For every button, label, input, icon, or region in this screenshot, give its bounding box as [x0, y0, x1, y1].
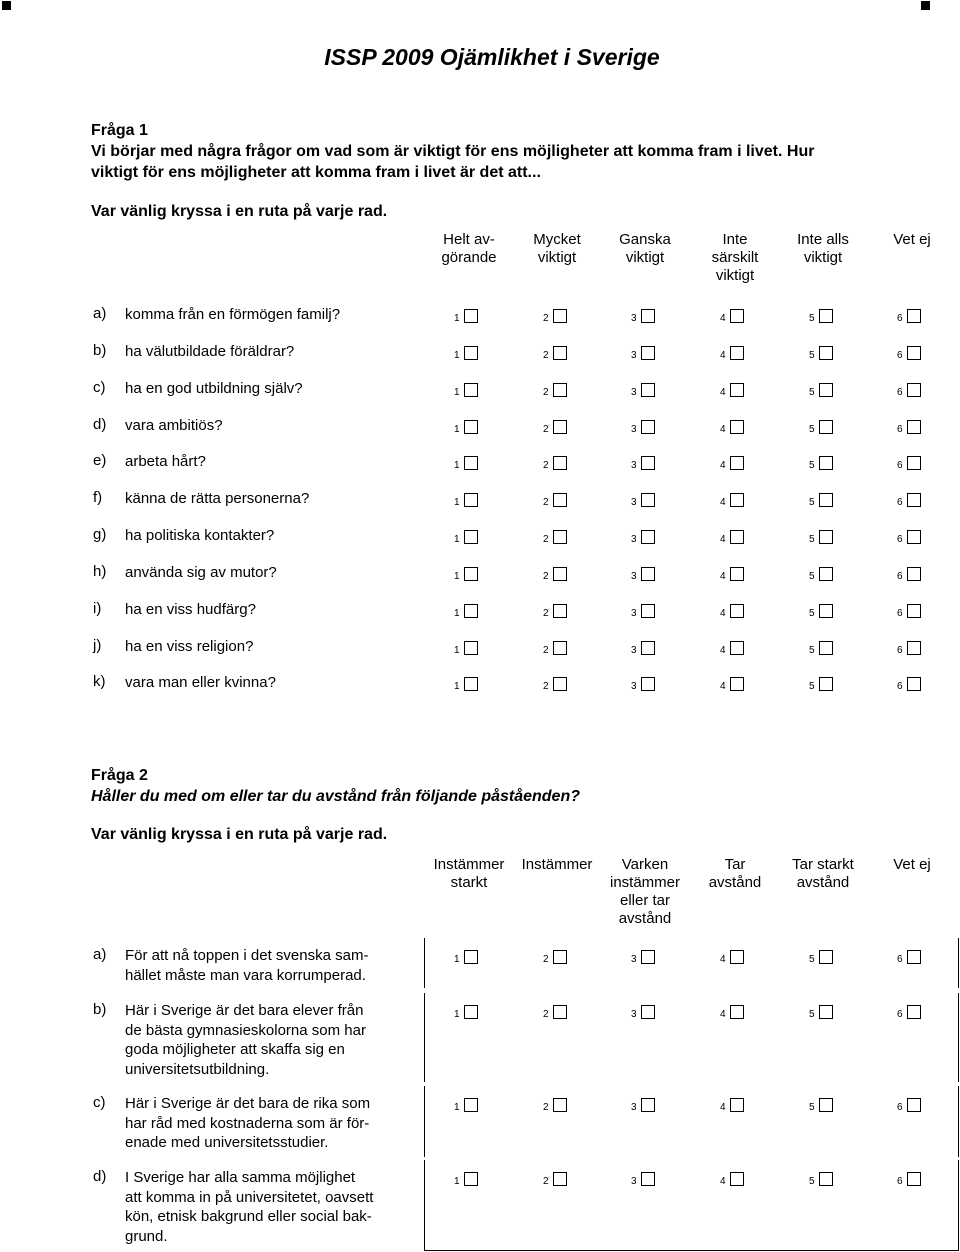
- row-text: ha politiska kontakter?: [125, 527, 275, 544]
- option-number: 5: [809, 645, 815, 656]
- checkbox[interactable]: [553, 1098, 567, 1112]
- checkbox[interactable]: [553, 1005, 567, 1019]
- option-number: 1: [454, 350, 460, 361]
- question-2-label: Fråga 2: [91, 767, 148, 784]
- checkbox[interactable]: [553, 530, 567, 544]
- checkbox[interactable]: [641, 1098, 655, 1112]
- answer-frame: [424, 1086, 959, 1157]
- option-number: 6: [897, 608, 903, 619]
- checkbox[interactable]: [553, 456, 567, 470]
- checkbox[interactable]: [819, 567, 833, 581]
- row-text: komma från en förmögen familj?: [125, 306, 341, 323]
- question-2-column-header-5: Tar starkt avstånd: [792, 856, 854, 891]
- row-text: Här i Sverige är det bara de rika som har råd med kostnaderna som är för- enade med universitetsstudier.: [125, 1095, 371, 1151]
- option-number: 1: [454, 497, 460, 508]
- row-letter: d): [93, 1168, 107, 1185]
- option-number: 1: [454, 1102, 460, 1113]
- checkbox[interactable]: [730, 604, 744, 618]
- option-number: 6: [897, 1102, 903, 1113]
- checkbox[interactable]: [730, 346, 744, 360]
- option-number: 2: [543, 460, 549, 471]
- option-number: 6: [897, 571, 903, 582]
- option-number: 5: [809, 534, 815, 545]
- row-letter: d): [93, 416, 107, 433]
- option-number: 2: [543, 645, 549, 656]
- option-number: 4: [720, 608, 726, 619]
- checkbox[interactable]: [730, 950, 744, 964]
- checkbox[interactable]: [819, 950, 833, 964]
- row-text: vara man eller kvinna?: [125, 674, 276, 691]
- question-1-column-header-6: Vet ej: [893, 231, 931, 248]
- row-text: ha en viss hudfärg?: [125, 601, 256, 618]
- option-number: 2: [543, 1009, 549, 1020]
- option-number: 5: [809, 350, 815, 361]
- option-number: 1: [454, 571, 460, 582]
- checkbox[interactable]: [464, 346, 478, 360]
- question-1-column-header-2: Mycket viktigt: [533, 231, 581, 266]
- row-letter: a): [93, 946, 107, 963]
- checkbox[interactable]: [553, 309, 567, 323]
- question-1-text-line-2: viktigt för ens möjligheter att komma fram i livet är det att...: [91, 164, 541, 181]
- checkbox[interactable]: [464, 530, 478, 544]
- checkbox[interactable]: [907, 309, 921, 323]
- option-number: 3: [631, 645, 637, 656]
- question-2-column-header-2: Instämmer: [521, 856, 593, 873]
- checkbox[interactable]: [907, 1098, 921, 1112]
- checkbox[interactable]: [907, 346, 921, 360]
- option-number: 4: [720, 387, 726, 398]
- checkbox[interactable]: [641, 530, 655, 544]
- option-number: 2: [543, 1176, 549, 1187]
- option-number: 3: [631, 424, 637, 435]
- checkbox[interactable]: [464, 950, 478, 964]
- checkbox[interactable]: [553, 604, 567, 618]
- question-2-column-header-6: Vet ej: [893, 856, 931, 873]
- checkbox[interactable]: [730, 383, 744, 397]
- checkbox[interactable]: [641, 677, 655, 691]
- checkbox[interactable]: [641, 346, 655, 360]
- option-number: 2: [543, 350, 549, 361]
- option-number: 5: [809, 608, 815, 619]
- checkbox[interactable]: [907, 1005, 921, 1019]
- document-title: ISSP 2009 Ojämlikhet i Sverige: [324, 44, 660, 70]
- option-number: 6: [897, 313, 903, 324]
- checkbox[interactable]: [553, 677, 567, 691]
- row-letter: k): [93, 673, 106, 690]
- checkbox[interactable]: [819, 346, 833, 360]
- row-letter: c): [93, 379, 106, 396]
- option-number: 2: [543, 497, 549, 508]
- question-1-text-line-1: Vi börjar med några frågor om vad som är viktigt för ens möjligheter att komma fram i livet. Hur: [91, 143, 815, 160]
- checkbox[interactable]: [464, 456, 478, 470]
- option-number: 2: [543, 681, 549, 692]
- option-number: 6: [897, 387, 903, 398]
- checkbox[interactable]: [641, 1172, 655, 1186]
- checkbox[interactable]: [464, 567, 478, 581]
- option-number: 4: [720, 954, 726, 965]
- checkbox[interactable]: [553, 641, 567, 655]
- option-number: 5: [809, 681, 815, 692]
- checkbox[interactable]: [907, 420, 921, 434]
- option-number: 6: [897, 497, 903, 508]
- checkbox[interactable]: [819, 677, 833, 691]
- option-number: 6: [897, 1176, 903, 1187]
- option-number: 3: [631, 1176, 637, 1187]
- checkbox[interactable]: [819, 383, 833, 397]
- option-number: 3: [631, 350, 637, 361]
- option-number: 2: [543, 534, 549, 545]
- option-number: 6: [897, 954, 903, 965]
- checkbox[interactable]: [641, 567, 655, 581]
- checkbox[interactable]: [730, 677, 744, 691]
- option-number: 6: [897, 645, 903, 656]
- checkbox[interactable]: [464, 677, 478, 691]
- option-number: 3: [631, 497, 637, 508]
- option-number: 6: [897, 534, 903, 545]
- option-number: 4: [720, 645, 726, 656]
- option-number: 5: [809, 460, 815, 471]
- option-number: 1: [454, 1009, 460, 1020]
- answer-frame: [424, 938, 959, 988]
- answer-frame: [424, 1160, 959, 1251]
- checkbox[interactable]: [819, 604, 833, 618]
- row-letter: j): [93, 637, 102, 654]
- option-number: 2: [543, 313, 549, 324]
- checkbox[interactable]: [907, 567, 921, 581]
- row-text: ha en god utbildning själv?: [125, 380, 303, 397]
- checkbox[interactable]: [464, 604, 478, 618]
- option-number: 1: [454, 681, 460, 692]
- option-number: 4: [720, 1102, 726, 1113]
- checkbox[interactable]: [819, 1005, 833, 1019]
- option-number: 3: [631, 534, 637, 545]
- checkbox[interactable]: [464, 1098, 478, 1112]
- option-number: 3: [631, 954, 637, 965]
- question-1-column-header-1: Helt av- görande: [441, 231, 497, 266]
- checkbox[interactable]: [553, 1172, 567, 1186]
- row-text: Här i Sverige är det bara elever från de bästa gymnasieskolorna som har goda möjligheter att skaffa sig en universitetsutbildning.: [125, 1002, 366, 1078]
- checkbox[interactable]: [907, 530, 921, 544]
- option-number: 1: [454, 424, 460, 435]
- option-number: 5: [809, 313, 815, 324]
- option-number: 5: [809, 424, 815, 435]
- checkbox[interactable]: [641, 383, 655, 397]
- checkbox[interactable]: [553, 346, 567, 360]
- row-letter: c): [93, 1094, 106, 1111]
- row-letter: e): [93, 452, 107, 469]
- corner-mark-left: [2, 1, 11, 10]
- checkbox[interactable]: [907, 950, 921, 964]
- option-number: 4: [720, 1009, 726, 1020]
- row-letter: a): [93, 305, 107, 322]
- checkbox[interactable]: [730, 641, 744, 655]
- checkbox[interactable]: [730, 567, 744, 581]
- option-number: 3: [631, 1102, 637, 1113]
- checkbox[interactable]: [907, 493, 921, 507]
- row-text: I Sverige har alla samma möjlighet att komma in på universitetet, oavsett kön, etnisk bakgrund eller social bak- grund.: [125, 1169, 374, 1245]
- checkbox[interactable]: [464, 383, 478, 397]
- checkbox[interactable]: [464, 1005, 478, 1019]
- question-2-instruction: Var vänlig kryssa i en ruta på varje rad.: [91, 826, 388, 843]
- checkbox[interactable]: [641, 420, 655, 434]
- row-letter: f): [93, 489, 103, 506]
- checkbox[interactable]: [641, 493, 655, 507]
- checkbox[interactable]: [819, 493, 833, 507]
- checkbox[interactable]: [907, 641, 921, 655]
- option-number: 5: [809, 571, 815, 582]
- question-1-column-header-4: Inte särskilt viktigt: [711, 231, 759, 284]
- checkbox[interactable]: [907, 1172, 921, 1186]
- row-letter: b): [93, 1001, 107, 1018]
- option-number: 1: [454, 387, 460, 398]
- option-number: 4: [720, 460, 726, 471]
- option-number: 4: [720, 1176, 726, 1187]
- checkbox[interactable]: [819, 309, 833, 323]
- checkbox[interactable]: [641, 309, 655, 323]
- checkbox[interactable]: [553, 950, 567, 964]
- row-text: känna de rätta personerna?: [125, 490, 310, 507]
- checkbox[interactable]: [464, 420, 478, 434]
- option-number: 4: [720, 313, 726, 324]
- option-number: 1: [454, 534, 460, 545]
- option-number: 6: [897, 681, 903, 692]
- option-number: 4: [720, 350, 726, 361]
- option-number: 6: [897, 460, 903, 471]
- checkbox[interactable]: [819, 641, 833, 655]
- checkbox[interactable]: [907, 383, 921, 397]
- checkbox[interactable]: [553, 493, 567, 507]
- option-number: 5: [809, 497, 815, 508]
- option-number: 2: [543, 424, 549, 435]
- option-number: 4: [720, 534, 726, 545]
- checkbox[interactable]: [641, 1005, 655, 1019]
- checkbox[interactable]: [553, 383, 567, 397]
- checkbox[interactable]: [553, 567, 567, 581]
- question-1-instruction: Var vänlig kryssa i en ruta på varje rad.: [91, 203, 388, 220]
- row-letter: g): [93, 526, 107, 543]
- option-number: 5: [809, 1102, 815, 1113]
- question-2-column-header-1: Instämmer starkt: [433, 856, 505, 891]
- option-number: 5: [809, 954, 815, 965]
- checkbox[interactable]: [464, 641, 478, 655]
- option-number: 3: [631, 1009, 637, 1020]
- option-number: 1: [454, 645, 460, 656]
- option-number: 5: [809, 1009, 815, 1020]
- option-number: 6: [897, 424, 903, 435]
- row-text: ha välutbildade föräldrar?: [125, 343, 295, 360]
- question-2-column-header-3: Varken instämmer eller tar avstånd: [609, 856, 680, 927]
- option-number: 5: [809, 1176, 815, 1187]
- checkbox[interactable]: [641, 604, 655, 618]
- row-text: För att nå toppen i det svenska sam- hället måste man vara korrumperad.: [125, 947, 369, 984]
- option-number: 1: [454, 1176, 460, 1187]
- checkbox[interactable]: [464, 493, 478, 507]
- question-2-text: Håller du med om eller tar du avstånd från följande påståenden?: [91, 788, 580, 805]
- checkbox[interactable]: [730, 1005, 744, 1019]
- checkbox[interactable]: [730, 420, 744, 434]
- checkbox[interactable]: [730, 1172, 744, 1186]
- checkbox[interactable]: [464, 309, 478, 323]
- option-number: 6: [897, 350, 903, 361]
- row-letter: h): [93, 563, 107, 580]
- option-number: 2: [543, 954, 549, 965]
- row-text: vara ambitiös?: [125, 417, 223, 434]
- option-number: 3: [631, 571, 637, 582]
- checkbox[interactable]: [819, 420, 833, 434]
- option-number: 2: [543, 608, 549, 619]
- answer-frame: [424, 993, 959, 1082]
- checkbox[interactable]: [641, 456, 655, 470]
- option-number: 5: [809, 387, 815, 398]
- checkbox[interactable]: [907, 604, 921, 618]
- checkbox[interactable]: [819, 1098, 833, 1112]
- option-number: 4: [720, 497, 726, 508]
- checkbox[interactable]: [730, 493, 744, 507]
- question-1-label: Fråga 1: [91, 122, 148, 139]
- checkbox[interactable]: [819, 1172, 833, 1186]
- row-letter: i): [93, 600, 102, 617]
- option-number: 4: [720, 681, 726, 692]
- checkbox[interactable]: [641, 950, 655, 964]
- checkbox[interactable]: [730, 530, 744, 544]
- checkbox[interactable]: [907, 677, 921, 691]
- option-number: 3: [631, 608, 637, 619]
- checkbox[interactable]: [730, 456, 744, 470]
- checkbox[interactable]: [553, 420, 567, 434]
- row-text: ha en viss religion?: [125, 638, 254, 655]
- checkbox[interactable]: [730, 1098, 744, 1112]
- option-number: 3: [631, 681, 637, 692]
- row-letter: b): [93, 342, 107, 359]
- option-number: 4: [720, 424, 726, 435]
- option-number: 3: [631, 313, 637, 324]
- option-number: 2: [543, 387, 549, 398]
- checkbox[interactable]: [464, 1172, 478, 1186]
- option-number: 3: [631, 387, 637, 398]
- option-number: 4: [720, 571, 726, 582]
- option-number: 1: [454, 313, 460, 324]
- option-number: 6: [897, 1009, 903, 1020]
- corner-mark-right: [921, 1, 930, 10]
- question-1-column-header-3: Ganska viktigt: [619, 231, 671, 266]
- question-2-column-header-4: Tar avstånd: [708, 856, 762, 891]
- question-1-column-header-5: Inte alls viktigt: [797, 231, 849, 266]
- checkbox[interactable]: [641, 641, 655, 655]
- checkbox[interactable]: [907, 456, 921, 470]
- option-number: 3: [631, 460, 637, 471]
- option-number: 1: [454, 608, 460, 619]
- checkbox[interactable]: [819, 456, 833, 470]
- checkbox[interactable]: [730, 309, 744, 323]
- option-number: 2: [543, 1102, 549, 1113]
- option-number: 2: [543, 571, 549, 582]
- row-text: arbeta hårt?: [125, 453, 206, 470]
- checkbox[interactable]: [819, 530, 833, 544]
- option-number: 1: [454, 460, 460, 471]
- row-text: använda sig av mutor?: [125, 564, 277, 581]
- option-number: 1: [454, 954, 460, 965]
